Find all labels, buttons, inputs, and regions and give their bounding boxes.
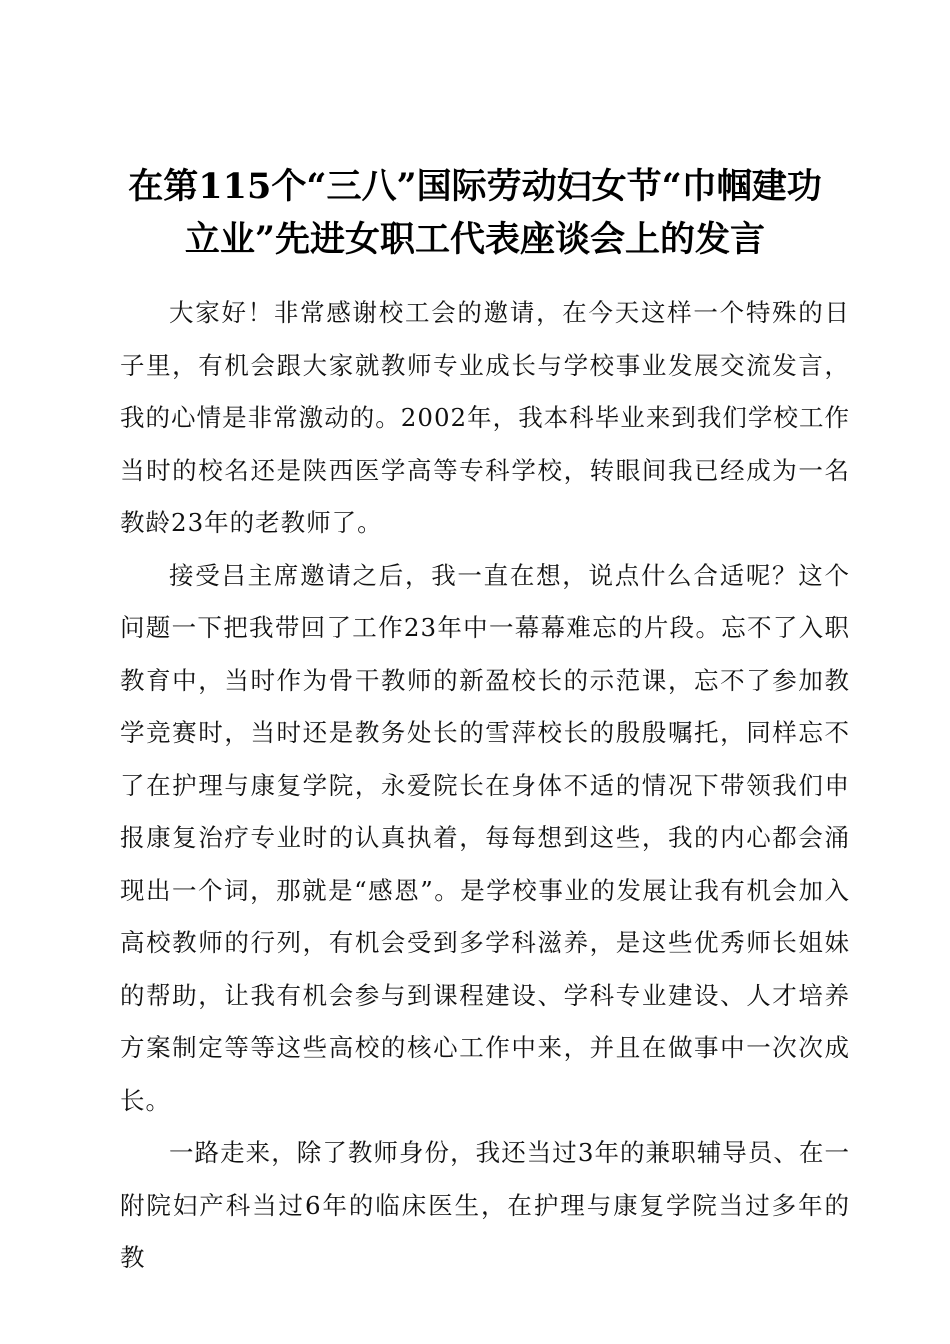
document-body xyxy=(120,287,850,1285)
paragraph-1: 大家好！非常感谢校工会的邀请，在今天这样一个特殊的日子里，有机会跟大家就教师专业成长与学校事业发展交流发言，我的心情是非常激动的。2002年，我本科毕业来到我们学校工作当时的校名还是陕西医学高等专科学校，转眼间我已经成为一名教龄23年的老教师了。 xyxy=(120,298,850,537)
paragraph-3: 一路走来，除了教师身份，我还当过3年的兼职辅导员、在一附院妇产科当过6年的临床医生，在护理与康复学院当过多年的教 xyxy=(120,1138,850,1272)
paragraph-2: 接受吕主席邀请之后，我一直在想，说点什么合适呢？这个问题一下把我带回了工作23年中一幕幕难忘的片段。忘不了入职教育中，当时作为骨干教师的新盈校长的示范课，忘不了参加教学竞赛时，当时还是教务处长的雪萍校长的殷殷嘱托，同样忘不了在护理与康复学院，永爱院长在身体不适的情况下带领我们申报康复治疗专业时的认真执着，每每想到这些，我的内心都会涌现出一个词，那就是“感恩”。是学校事业的发展让我有机会加入高校教师的行列，有机会受到多学科滋养，是这些优秀师长姐妹的帮助，让我有机会参与到课程建设、学科专业建设、人才培养方案制定等等这些高校的核心工作中来，并且在做事中一次次成长。 xyxy=(120,560,850,1115)
document-title xyxy=(90,160,860,266)
title-line-2: 立业”先进女职工代表座谈会上的发言 xyxy=(184,219,766,260)
title-line-1: 在第115个“三八”国际劳动妇女节“巾帼建功 xyxy=(128,166,822,207)
